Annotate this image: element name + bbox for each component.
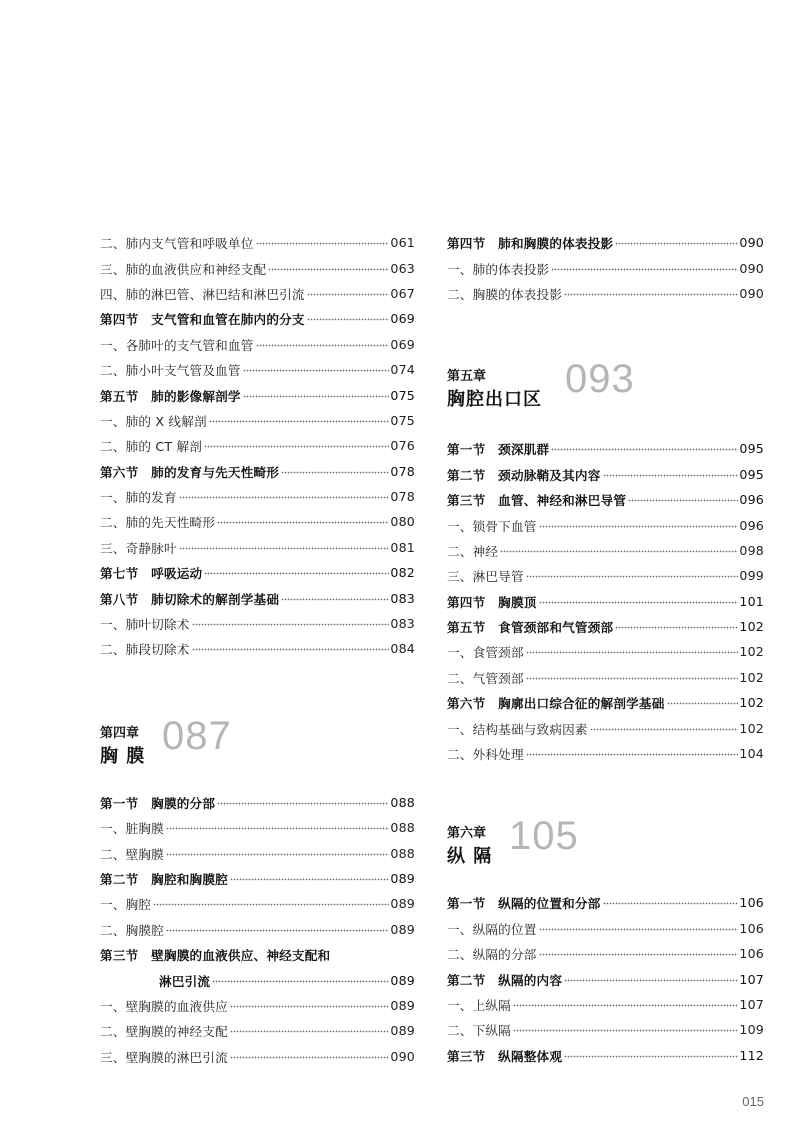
toc-section-entry (447, 436, 764, 461)
entry-title: 第四节 肺和胸膜的体表投影 (447, 236, 614, 252)
toc-subentry (447, 281, 764, 306)
toc-section-entry (447, 487, 764, 512)
entry-title: 一、结构基础与致病因素 (447, 721, 588, 737)
entry-title: 第一节 胸膜的分部 (100, 795, 216, 811)
dot-leader (526, 753, 739, 757)
toc-section-entry (100, 942, 415, 967)
entry-page-number: 102 (739, 619, 764, 635)
toc-subentry (100, 611, 415, 636)
dot-leader (209, 419, 390, 423)
toc-block-pleura (100, 790, 415, 1069)
chapter-5-heading (447, 357, 764, 431)
toc-section-entry (100, 866, 415, 891)
dot-leader (166, 827, 389, 831)
entry-page-number: 106 (739, 920, 764, 936)
entry-title: 第八节 肺切除术的解剖学基础 (100, 591, 280, 607)
chapter-4-heading (100, 713, 415, 788)
dot-leader (526, 651, 739, 655)
entry-page-number: 099 (739, 568, 764, 584)
dot-leader (281, 597, 389, 601)
entry-page-number: 101 (739, 593, 764, 609)
entry-page-number: 067 (390, 285, 415, 301)
toc-block-lung-continued (100, 230, 415, 662)
entry-page-number: 080 (390, 514, 415, 530)
dot-leader (590, 727, 739, 731)
entry-page-number: 076 (390, 438, 415, 454)
entry-page-number: 074 (390, 362, 415, 378)
entry-title: 三、奇静脉叶 (100, 540, 177, 556)
chapter-title: 胸腔出口区 (447, 389, 542, 411)
entry-title: 第四节 胸膜顶 (447, 594, 537, 610)
chapter-start-page: 087 (162, 713, 232, 758)
dot-leader (166, 852, 389, 856)
entry-title: 一、肺的发育 (100, 490, 177, 506)
entry-title: 第三节 纵隔整体观 (447, 1048, 563, 1064)
toc-subentry (447, 639, 764, 664)
entry-page-number: 104 (739, 746, 764, 762)
entry-title: 第四节 支气管和血管在肺内的分支 (100, 312, 305, 328)
entry-title: 二、胸膜腔 (100, 922, 164, 938)
dot-leader (256, 242, 390, 246)
entry-page-number: 102 (739, 644, 764, 660)
entry-page-number: 075 (390, 387, 415, 403)
dot-leader (551, 448, 738, 452)
dot-leader (204, 572, 389, 576)
dot-leader (281, 470, 389, 474)
dot-leader (256, 343, 390, 347)
entry-page-number: 075 (390, 412, 415, 428)
toc-block-projection (447, 230, 764, 306)
entry-title: 淋巴引流 (159, 973, 211, 989)
toc-section-entry (447, 890, 764, 915)
toc-subentry (100, 433, 415, 458)
chapter-label: 第六章 (447, 826, 487, 842)
entry-page-number: 083 (390, 616, 415, 632)
toc-section-entry (100, 967, 415, 992)
toc-section-entry (447, 462, 764, 487)
entry-page-number: 081 (390, 539, 415, 555)
entry-title: 一、锁骨下血管 (447, 518, 537, 534)
chapter-title: 胸 膜 (100, 745, 146, 767)
dot-leader (243, 394, 390, 398)
entry-title: 二、纵隔的分部 (447, 947, 537, 963)
entry-page-number: 109 (739, 1022, 764, 1038)
entry-page-number: 078 (390, 489, 415, 505)
dot-leader (230, 1030, 389, 1034)
dot-leader (615, 242, 738, 246)
entry-title: 二、壁胸膜的神经支配 (100, 1024, 228, 1040)
chapter-start-page: 093 (565, 357, 635, 402)
toc-subentry (100, 484, 415, 509)
entry-title: 二、胸膜的体表投影 (447, 286, 563, 302)
entry-page-number: 095 (739, 466, 764, 482)
toc-section-entry (447, 589, 764, 614)
toc-right-column (447, 230, 764, 1068)
entry-page-number: 089 (390, 921, 415, 937)
toc-section-entry (100, 306, 415, 331)
entry-page-number: 089 (390, 972, 415, 988)
toc-subentry (447, 1017, 764, 1042)
entry-page-number: 107 (739, 997, 764, 1012)
dot-leader (615, 626, 738, 630)
dot-leader (603, 473, 739, 477)
toc-subentry (447, 741, 764, 766)
toc-subentry (100, 332, 415, 357)
entry-page-number: 069 (390, 336, 415, 352)
entry-page-number: 078 (390, 463, 415, 479)
dot-leader (179, 496, 390, 500)
entry-page-number: 088 (390, 845, 415, 861)
toc-subentry (447, 941, 764, 966)
entry-page-number: 102 (739, 695, 764, 711)
toc-section-entry (447, 966, 764, 991)
entry-title: 第三节 壁胸膜的血液供应、神经支配和 (100, 948, 331, 964)
entry-page-number: 106 (739, 895, 764, 911)
dot-leader (564, 978, 738, 982)
chapter-start-page: 105 (509, 814, 579, 859)
entry-title: 一、食管颈部 (447, 645, 524, 661)
toc-subentry (100, 535, 415, 560)
entry-page-number: 069 (390, 311, 415, 327)
entry-page-number: 112 (739, 1047, 764, 1063)
entry-title: 二、肺内支气管和呼吸单位 (100, 236, 254, 252)
dot-leader (179, 546, 390, 550)
entry-title: 一、纵隔的位置 (447, 921, 537, 937)
dot-leader (539, 600, 739, 604)
toc-subentry (100, 840, 415, 865)
entry-title: 一、壁胸膜的血液供应 (100, 998, 228, 1014)
entry-title: 第二节 胸腔和胸膜腔 (100, 872, 228, 887)
entry-title: 第二节 颈动脉鞘及其内容 (447, 467, 601, 483)
entry-page-number: 096 (739, 517, 764, 533)
dot-leader (539, 927, 739, 931)
dot-leader (564, 292, 738, 296)
toc-section-entry (100, 382, 415, 407)
entry-page-number: 090 (390, 1048, 415, 1064)
toc-section-entry (447, 690, 764, 715)
dot-leader (268, 267, 389, 271)
entry-page-number: 089 (390, 871, 415, 886)
entry-title: 二、肺的 CT 解剖 (100, 439, 203, 455)
toc-subentry (100, 509, 415, 534)
dot-leader (628, 499, 738, 503)
dot-leader (500, 549, 738, 553)
entry-title: 一、脏胸膜 (100, 821, 164, 837)
chapter-label: 第四章 (100, 725, 140, 741)
dot-leader (230, 878, 389, 882)
toc-subentry (447, 916, 764, 941)
toc-section-entry (100, 585, 415, 610)
toc-subentry (100, 993, 415, 1018)
toc-subentry (447, 715, 764, 740)
entry-title: 第五节 食管颈部和气管颈部 (447, 620, 614, 636)
entry-page-number: 090 (739, 260, 764, 276)
toc-section-entry (447, 614, 764, 639)
entry-title: 四、肺的淋巴管、淋巴结和淋巴引流 (100, 286, 305, 302)
entry-title: 一、肺的体表投影 (447, 261, 550, 277)
entry-title: 第六节 胸廓出口综合征的解剖学基础 (447, 696, 665, 712)
dot-leader (667, 702, 739, 706)
entry-page-number: 090 (739, 285, 764, 301)
entry-page-number: 107 (739, 971, 764, 987)
entry-title: 二、肺小叶支气管及血管 (100, 363, 241, 379)
entry-page-number: 088 (390, 794, 415, 810)
toc-section-entry (100, 459, 415, 484)
toc-subentry (100, 230, 415, 255)
dot-leader (153, 903, 389, 907)
chapter-6-heading (447, 814, 764, 888)
entry-page-number: 095 (739, 441, 764, 457)
chapter-title: 纵 隔 (447, 846, 493, 868)
dot-leader (204, 445, 389, 449)
entry-title: 第六节 肺的发育与先天性畸形 (100, 464, 280, 480)
entry-title: 一、胸腔 (100, 897, 152, 913)
entry-title: 第三节 血管、神经和淋巴导管 (447, 493, 627, 509)
entry-title: 第二节 纵隔的内容 (447, 972, 563, 988)
dot-leader (307, 318, 390, 322)
entry-title: 一、各肺叶的支气管和血管 (100, 337, 254, 353)
dot-leader (526, 575, 739, 579)
entry-title: 三、壁胸膜的淋巴引流 (100, 1049, 228, 1065)
toc-section-entry (447, 1043, 764, 1068)
dot-leader (551, 267, 738, 271)
toc-subentry (100, 357, 415, 382)
entry-page-number: 088 (390, 820, 415, 836)
toc-subentry (100, 815, 415, 840)
entry-title: 第五节 肺的影像解剖学 (100, 388, 241, 404)
entry-page-number: 089 (390, 1023, 415, 1039)
entry-title: 三、淋巴导管 (447, 569, 524, 585)
entry-page-number: 089 (390, 997, 415, 1013)
entry-page-number: 096 (739, 492, 764, 508)
toc-subentry (100, 281, 415, 306)
entry-title: 二、肺段切除术 (100, 642, 190, 658)
dot-leader (513, 1029, 738, 1033)
toc-subentry (100, 255, 415, 280)
toc-section-entry (100, 790, 415, 815)
dot-leader (217, 521, 389, 525)
dot-leader (217, 801, 389, 805)
dot-leader (539, 524, 739, 528)
toc-block-thoracic-outlet (447, 436, 764, 766)
dot-leader (564, 1054, 738, 1058)
toc-subentry (447, 992, 764, 1017)
dot-leader (603, 902, 739, 906)
toc-section-entry (100, 560, 415, 585)
toc-subentry (100, 1044, 415, 1069)
entry-page-number: 090 (739, 235, 764, 251)
toc-subentry (447, 665, 764, 690)
dot-leader (212, 979, 389, 983)
toc-left-column (100, 230, 415, 1069)
dot-leader (243, 369, 390, 373)
dot-leader (513, 1004, 738, 1008)
entry-title: 第七节 呼吸运动 (100, 566, 203, 582)
toc-subentry (447, 538, 764, 563)
dot-leader (192, 623, 390, 627)
entry-title: 第一节 纵隔的位置和分部 (447, 896, 601, 912)
toc-subentry (100, 917, 415, 942)
entry-page-number: 106 (739, 946, 764, 962)
dot-leader (307, 292, 390, 296)
entry-page-number: 089 (390, 896, 415, 912)
toc-subentry (447, 512, 764, 537)
toc-subentry (447, 255, 764, 280)
entry-title: 一、上纵隔 (447, 998, 511, 1013)
entry-page-number: 063 (390, 260, 415, 276)
toc-section-entry (447, 230, 764, 255)
entry-title: 二、外科处理 (447, 747, 524, 763)
entry-title: 二、壁胸膜 (100, 846, 164, 862)
page-number: 015 (742, 1094, 764, 1109)
entry-title: 二、气管颈部 (447, 670, 524, 686)
dot-leader (526, 676, 739, 680)
toc-block-mediastinum (447, 890, 764, 1068)
toc-subentry (100, 1018, 415, 1043)
dot-leader (230, 1004, 389, 1008)
entry-page-number: 102 (739, 720, 764, 736)
dot-leader (539, 953, 739, 957)
entry-page-number: 061 (390, 235, 415, 251)
entry-title: 二、神经 (447, 543, 499, 559)
entry-page-number: 083 (390, 590, 415, 606)
dot-leader (166, 928, 389, 932)
entry-title: 三、肺的血液供应和神经支配 (100, 261, 267, 277)
dot-leader (192, 648, 390, 652)
entry-title: 第一节 颈深肌群 (447, 442, 550, 458)
entry-page-number: 098 (739, 542, 764, 558)
toc-subentry (100, 891, 415, 916)
entry-title: 一、肺的 X 线解剖 (100, 413, 207, 429)
chapter-label: 第五章 (447, 369, 487, 385)
dot-leader (230, 1055, 389, 1059)
toc-subentry (447, 563, 764, 588)
entry-title: 一、肺叶切除术 (100, 617, 190, 633)
entry-page-number: 082 (390, 565, 415, 581)
entry-page-number: 084 (390, 641, 415, 657)
entry-title: 二、下纵隔 (447, 1023, 511, 1039)
toc-subentry (100, 636, 415, 661)
entry-page-number: 102 (739, 669, 764, 685)
toc-subentry (100, 408, 415, 433)
entry-title: 二、肺的先天性畸形 (100, 515, 216, 531)
